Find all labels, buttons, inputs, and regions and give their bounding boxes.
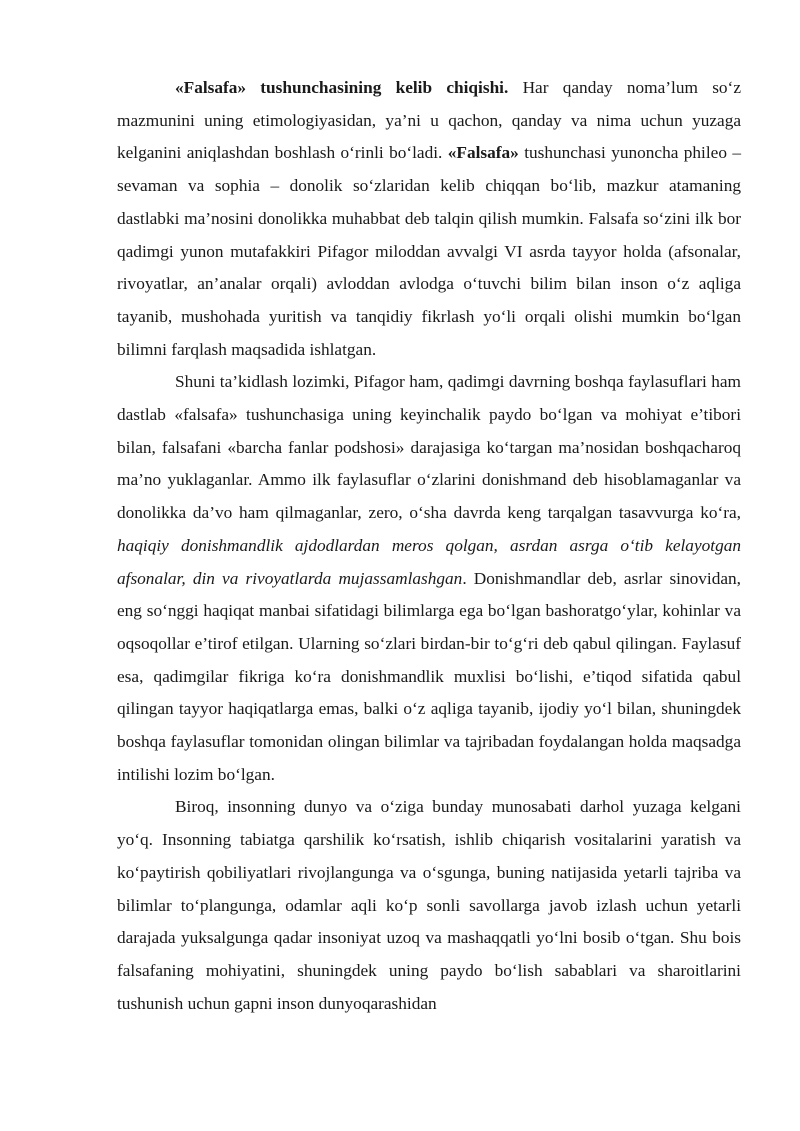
bold-term: «Falsafa» <box>447 143 519 163</box>
paragraph-falsafa-origin <box>117 72 741 366</box>
text-run: Shuni ta’kidlash lozimki, Pifagor ham, qadimgi davrning boshqa faylasuflari ham dastlab «falsafa» tushunchasiga uning keyinchalik paydo bo‘lgan va mohiyat e’tibori bilan, falsafani «barcha fanlar podshosi» darajasiga ko‘targan ma’nosidan boshqacharoq ma’no yuklaganlar. Ammo ilk faylasuflar o‘zlarini donishmand deb hisoblamaganlar va donolikka da’vo ham qilmaganlar, zero, o‘sha davrda keng tarqalgan tasavvurga ko‘ra, <box>117 372 741 523</box>
section-heading-inline: «Falsafa» tushunchasining kelib chiqishi. <box>175 78 509 97</box>
paragraph-biroq <box>117 791 741 1020</box>
italic-phrase: haqiqiy donishmandlik ajdodlardan meros qolgan, asrdan asrga o‘tib kelayotgan afsonalar, din va rivoyatlarda mujassamlashgan <box>117 535 741 588</box>
text-run: Biroq, insonning dunyo va o‘ziga bunday munosabati darhol yuzaga kelgani yo‘q. Insonning tabiatga qarshilik ko‘rsatish, ishlib chiqarish vositalarini yaratish va ko‘paytirish qobiliyatlari rivojlangunga va o‘sgunga, buning natijasida yetarli tajriba va bilimlar to‘plangunga, odamlar aqli ko‘p sonli savollarga javob izlash uchun yetarli darajada yuksalgunga qadar insoniyat uzoq va mashaqqatli yo‘lni bosib o‘tgan. Shu bois falsafaning mohiyatini, shuningdek uning paydo bo‘lish sabablari va sharoitlarini tushunish uchun gapni inson dunyoqarashidan <box>117 797 741 1013</box>
document-body <box>117 72 741 1020</box>
text-run: tushunchasi yunoncha phileo – sevaman va sophia – donolik so‘zlaridan kelib chiqqan bo‘lib, mazkur atamaning dastlabki ma’nosini donolikka muhabbat deb talqin qilish mumkin. Falsafa so‘zini ilk bor qadimgi yunon mutafakkiri Pifagor miloddan avvalgi VI asrda tayyor holda (afsonalar, rivoyatlar, an’analar orqali) avloddan avlodga o‘tuvchi bilim bilan inson o‘z aqliga tayanib, mushohada yuritish va tanqidiy fikrlash yo‘li orqali olishi mumkin bo‘lgan bilimni farqlash maqsadida ishlatgan. <box>117 143 741 359</box>
text-run: Har qanday noma’lum so‘z mazmunini uning etimologiyasidan, ya’ni u qachon, qanday va nima uchun yuzaga kelganini aniqlashdan boshlash o‘rinli bo‘ladi. <box>117 78 741 163</box>
paragraph-pifagor <box>117 366 741 791</box>
text-run: . Donishmandlar deb, asrlar sinovidan, eng so‘nggi haqiqat manbai sifatidagi bilimlarga ega bo‘lgan bashoratgo‘ylar, kohinlar va oqsoqollar e’tirof etilgan. Ularning so‘zlari birdan-bir to‘g‘ri deb qabul qilingan. Faylasuf esa, qadimgilar fikriga ko‘ra donishmandlik muxlisi bo‘lishi, e’tiqod sifatida qabul qilingan tayyor haqiqatlarga emas, balki o‘z aqliga tayanib, ijodiy yo‘l bilan, shuningdek boshqa faylasuflar tomonidan olingan bilimlar va tajribadan foydalangan holda maqsadga intilishi lozim bo‘lgan. <box>117 568 741 784</box>
